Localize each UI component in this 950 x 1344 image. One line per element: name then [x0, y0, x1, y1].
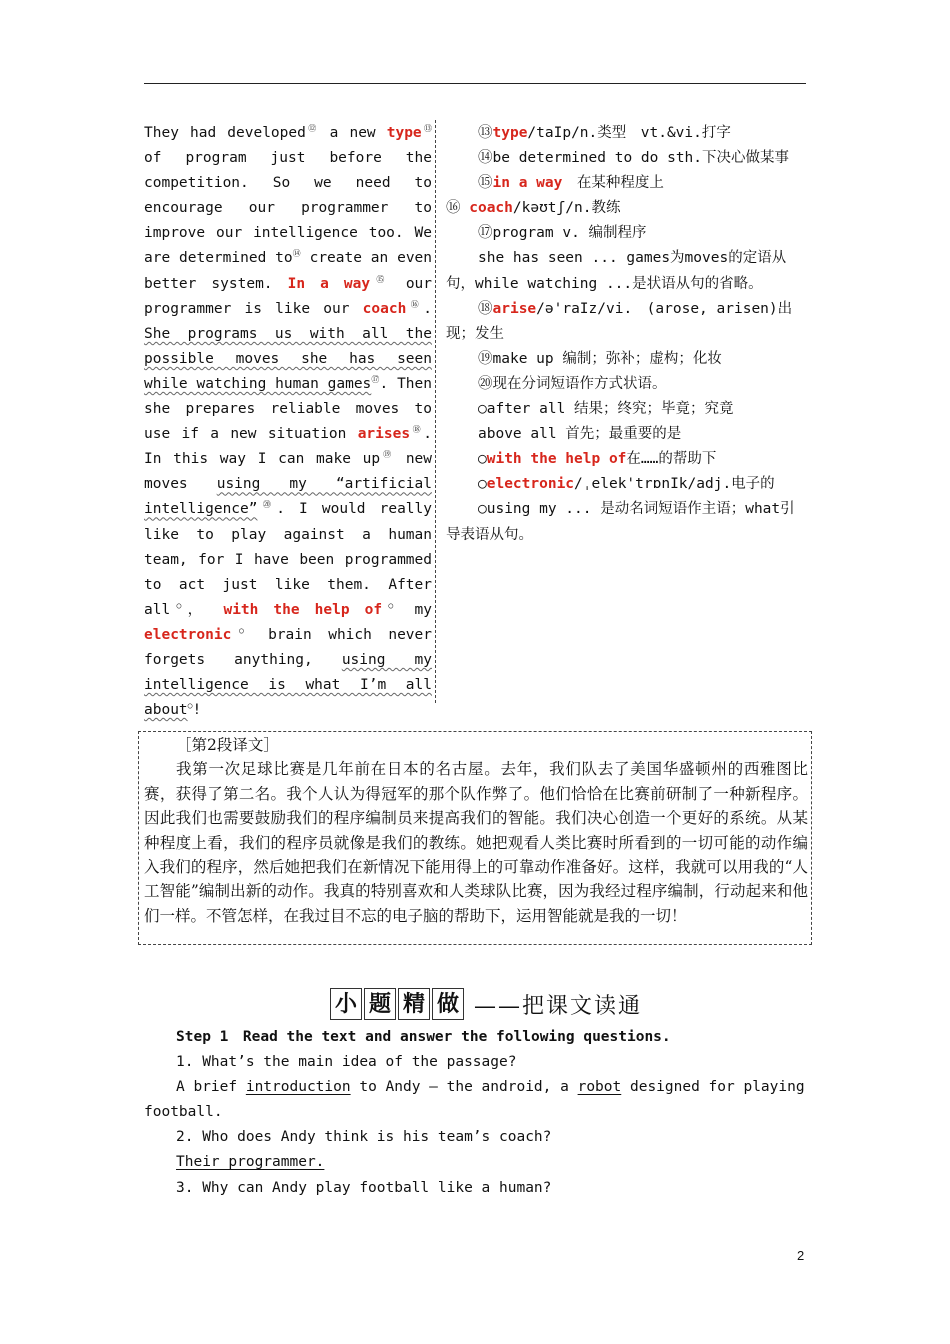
title-char: 做 [432, 988, 464, 1020]
note-participle: ⑳现在分词短语作方式状语。 [478, 375, 667, 392]
answer-1: A brief introduction to Andy — the android, a robot designed for playing football. [144, 1079, 805, 1121]
wavy-underlined-phrase: using my “artificial intelligence” [144, 476, 432, 518]
note-above-all: above all 首先；最重要的是 [478, 426, 682, 443]
note-after-all: ○after all 结果；终究；毕竟；究竟 [478, 401, 734, 418]
note-coach: ⑯ coach/kəʊtʃ/n.教练 [446, 200, 621, 217]
wavy-underlined-sentence: using my intelligence is what I’m all about [144, 651, 432, 719]
question-2: 2. Who does Andy think is his team’s coach? [176, 1129, 552, 1146]
note-in-a-way: ⑮in a way 在某种程度上 [478, 175, 664, 192]
keyword-with-the-help-of: with the help of [223, 601, 383, 618]
note-program: ⑰program v. 编制程序 [478, 225, 647, 242]
page-number: 2 [797, 1248, 805, 1263]
title-char: 精 [398, 988, 430, 1020]
question-3: 3. Why can Andy play football like a human? [176, 1179, 552, 1196]
keyword-arises: arises [357, 426, 411, 443]
notes-column [446, 121, 808, 548]
keyword-coach: coach [362, 300, 407, 317]
note-clause: she has seen ... games为moves的定语从句，while watching ...是状语从句的省略。 [446, 250, 787, 292]
translation-heading: ［第2段译文］ [176, 736, 279, 754]
note-type: ⑬type/taIp/n.类型 vt.&vi.打字 [478, 125, 731, 141]
keyword-in-a-way: In a way [287, 275, 371, 292]
passage-column: They had developed⑫ a new type⑬ of program just before the competition. So we need to encourage our programmer to improve our intelligence too. We are determined to⑭ create an even better system. In a way⑮ our programmer is like our coach⑯. She programs us with all the possible moves she has seen while watching human games⑰. Then she prepares reliable moves to use if a new situation arises⑱. In this way I can make up⑲ new moves using my “artificial intelligence”⑳. I would really like to play against a human team, for I have been programmed to act just like them. After all○， with the help of○ my electronic○ brain which never forgets anything, using my intelligence is what I’m all about○! [144, 124, 433, 719]
step-heading: Step 1 Read the text and answer the following questions. [176, 1029, 671, 1045]
note-arise: ⑱arise/ə'raIz/vi. (arose, arisen)出现；发生 [446, 300, 793, 342]
translation-body: 我第一次足球比赛是几年前在日本的名古屋。去年，我们队去了美国华盛顿州的西雅图比赛，获得了第二名。我个人认为得冠军的那个队作弊了。他们恰恰在比赛前研制了一种新程序。因此我们也需要鼓励我们的程序编制员来提高我们的智能。我们决心创造一个更好的系统。从某种程度上看，我们的程序员就像是我们的教练。她把观看人类比赛时所看到的一切可能的动作编入我们的程序，然后她把我们在新情况下能用得上的可靠动作准备好。这样，我就可以用我的“人工智能”编制出新的动作。我真的特别喜欢和人类球队比赛，因为我经过程序编制，行动起来和他们一样。不管怎样，在我过目不忘的电子脑的帮助下，运用智能就是我的一切！ [144, 760, 808, 925]
note-be-determined: ⑭be determined to do sth.下决心做某事 [478, 150, 790, 167]
wavy-underlined-clause: She programs us with all the possible moves she has seen while watching human games [144, 325, 432, 392]
title-char: 题 [364, 988, 396, 1020]
keyword-electronic: electronic [144, 626, 232, 643]
translation [144, 733, 808, 928]
note-with-help: ○with the help of在……的帮助下 [478, 451, 717, 468]
answer-2: Their programmer. [176, 1154, 325, 1171]
questions [144, 1025, 808, 1201]
note-gerund: ○using my ... 是动名词短语作主语；what引导表语从句。 [446, 501, 795, 543]
column-divider [435, 120, 436, 703]
title-char: 小 [330, 988, 362, 1020]
note-make-up: ⑲make up 编制；弥补；虚构；化妆 [478, 350, 722, 367]
note-electronic: ○electronic/ˌelek'trɒnIk/adj.电子的 [478, 476, 775, 493]
title-subtitle: ——把课文读通 [474, 993, 643, 1019]
header-rule [144, 83, 806, 84]
section-title [330, 984, 642, 1024]
keyword-type: type [386, 125, 422, 141]
question-1: 1. What’s the main idea of the passage? [176, 1054, 517, 1071]
